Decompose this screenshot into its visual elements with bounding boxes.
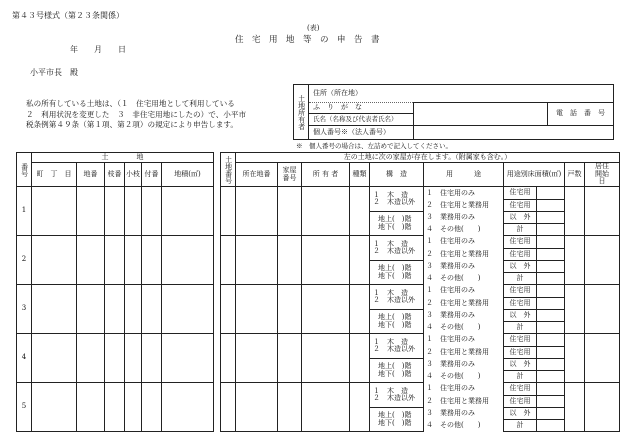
land-town-input[interactable]	[32, 334, 77, 383]
land-area-input[interactable]	[162, 285, 214, 334]
furigana-input[interactable]	[414, 103, 548, 113]
house-number-input[interactable]	[278, 334, 302, 383]
structure-options[interactable]	[370, 187, 424, 212]
land-header-subbranch: 小枝	[125, 163, 142, 187]
house-owner-input[interactable]	[302, 383, 350, 432]
house-owner-input[interactable]	[302, 334, 350, 383]
land-area-input[interactable]	[162, 334, 214, 383]
area-input[interactable]	[537, 396, 565, 408]
start-date-input[interactable]	[585, 285, 620, 334]
floors-above[interactable]: 地上( )階	[378, 362, 412, 371]
land-lot-input[interactable]	[77, 334, 105, 383]
area-label: 計	[504, 273, 537, 285]
house-header-floor-area: 用途別床面積(㎡)	[504, 163, 565, 187]
land-subbranch-input[interactable]	[125, 334, 142, 383]
floors-below[interactable]: 地下( )階	[378, 222, 412, 231]
land-row-number: 1	[17, 187, 32, 236]
structure-options[interactable]	[370, 285, 424, 310]
structure-option-wood[interactable]: １ 木 造	[373, 386, 408, 395]
area-label: 計	[504, 224, 537, 236]
land-town-input[interactable]	[32, 285, 77, 334]
area-input[interactable]	[537, 224, 565, 236]
house-group-header: 左の土地に次の家屋が存在します。（附属家も含む。）	[236, 153, 620, 163]
land-fuban-input[interactable]	[142, 187, 162, 236]
house-land-no-input[interactable]	[221, 236, 236, 285]
area-label: 住宅用	[504, 200, 537, 212]
name-label: 氏名（名称及び代表者氏名）	[313, 114, 398, 123]
land-town-input[interactable]	[32, 383, 77, 432]
area-label: 計	[504, 371, 537, 383]
house-subrow	[221, 285, 620, 298]
land-area-input[interactable]	[162, 187, 214, 236]
land-fuban-input[interactable]	[142, 334, 162, 383]
use-option[interactable]: ４ その他( )	[424, 273, 504, 285]
land-row-number: 2	[17, 236, 32, 285]
house-land-no-input[interactable]	[221, 383, 236, 432]
house-subrow	[221, 334, 620, 347]
house-land-no-header: 土地番号	[221, 153, 236, 187]
floors-field[interactable]	[370, 212, 424, 236]
area-label: 以 外	[504, 408, 537, 420]
land-row	[17, 285, 214, 334]
units-input[interactable]	[565, 334, 585, 383]
use-option[interactable]: ４ その他( )	[424, 224, 504, 236]
furigana-label: ふ り が な	[313, 103, 362, 112]
structure-option-nonwood[interactable]: ２ 木造以外	[373, 198, 415, 206]
house-land-no-input[interactable]	[221, 285, 236, 334]
house-type-input[interactable]	[350, 236, 370, 285]
furigana-field[interactable]	[309, 103, 414, 113]
house-type-input[interactable]	[350, 383, 370, 432]
house-land-no-input[interactable]	[221, 334, 236, 383]
land-area-input[interactable]	[162, 383, 214, 432]
area-input[interactable]	[537, 261, 565, 273]
land-row-number: 5	[17, 383, 32, 432]
area-label: 住宅用	[504, 187, 537, 200]
area-input[interactable]	[537, 347, 565, 359]
document-title: 住 宅 用 地 等 の 申 告 書	[235, 35, 380, 45]
area-label: 以 外	[504, 212, 537, 224]
structure-option-nonwood[interactable]: ２ 木造以外	[373, 247, 415, 255]
area-input[interactable]	[537, 359, 565, 371]
area-label: 以 外	[504, 310, 537, 322]
land-header-town: 町 丁 目	[32, 163, 77, 187]
land-fuban-input[interactable]	[142, 236, 162, 285]
land-row	[17, 383, 214, 432]
house-location-input[interactable]	[236, 187, 278, 236]
land-fuban-input[interactable]	[142, 285, 162, 334]
floors-below[interactable]: 地下( )階	[378, 320, 412, 329]
floors-above[interactable]: 地上( )階	[378, 264, 412, 273]
floors-below[interactable]: 地下( )階	[378, 271, 412, 280]
use-option[interactable]: ３ 業務用のみ	[424, 408, 504, 420]
floors-below[interactable]: 地下( )階	[378, 418, 412, 427]
floors-above[interactable]: 地上( )階	[378, 215, 412, 224]
use-option[interactable]: ４ その他( )	[424, 420, 504, 432]
structure-options[interactable]	[370, 236, 424, 261]
use-option[interactable]: ４ その他( )	[424, 322, 504, 334]
area-input[interactable]	[537, 285, 565, 298]
land-subbranch-input[interactable]	[125, 187, 142, 236]
land-subbranch-input[interactable]	[125, 285, 142, 334]
house-header-structure: 構 造	[370, 163, 424, 187]
use-option[interactable]: １ 住宅用のみ	[424, 285, 504, 298]
area-input[interactable]	[537, 273, 565, 285]
floors-field[interactable]	[370, 408, 424, 432]
floors-field[interactable]	[370, 359, 424, 383]
name-input[interactable]	[414, 113, 548, 125]
declaration-text	[26, 99, 288, 131]
land-header-fuban: 付番	[142, 163, 162, 187]
structure-option-nonwood[interactable]: ２ 木造以外	[373, 345, 415, 353]
floors-field[interactable]	[370, 261, 424, 285]
start-date-input[interactable]	[585, 334, 620, 383]
land-row-number: 3	[17, 285, 32, 334]
floors-field[interactable]	[370, 310, 424, 334]
house-number-input[interactable]	[278, 236, 302, 285]
use-option[interactable]: ３ 業務用のみ	[424, 212, 504, 224]
structure-option-nonwood[interactable]: ２ 木造以外	[373, 296, 415, 304]
house-header-units: 戸数	[565, 163, 585, 187]
use-option[interactable]: １ 住宅用のみ	[424, 334, 504, 347]
use-option[interactable]: １ 住宅用のみ	[424, 236, 504, 249]
land-group-header: 土 地	[32, 153, 214, 163]
house-header-location: 所在地番	[236, 163, 278, 187]
use-option[interactable]: ２ 住宅用と業務用	[424, 347, 504, 359]
area-label: 住宅用	[504, 334, 537, 347]
area-label: 住宅用	[504, 236, 537, 249]
land-branch-input[interactable]	[105, 236, 125, 285]
house-subrow	[221, 383, 620, 396]
area-input[interactable]	[537, 187, 565, 200]
use-option[interactable]: ３ 業務用のみ	[424, 261, 504, 273]
house-location-input[interactable]	[236, 236, 278, 285]
mynumber-field[interactable]	[309, 125, 414, 139]
start-date-input[interactable]	[585, 236, 620, 285]
area-input[interactable]	[537, 334, 565, 347]
land-lot-input[interactable]	[77, 383, 105, 432]
area-input[interactable]	[537, 310, 565, 322]
structure-option-nonwood[interactable]: ２ 木造以外	[373, 394, 415, 402]
house-owner-input[interactable]	[302, 285, 350, 334]
floors-above[interactable]: 地上( )階	[378, 411, 412, 420]
mynumber-note: ※ 個人番号の場合は、左詰めで記入してください。	[296, 142, 452, 150]
land-branch-input[interactable]	[105, 383, 125, 432]
use-option[interactable]: ２ 住宅用と業務用	[424, 298, 504, 310]
house-subrow	[221, 236, 620, 249]
structure-option-wood[interactable]: １ 木 造	[373, 337, 408, 346]
land-fuban-input[interactable]	[142, 383, 162, 432]
structure-option-wood[interactable]: １ 木 造	[373, 239, 408, 248]
house-type-input[interactable]	[350, 334, 370, 383]
start-date-input[interactable]	[585, 187, 620, 236]
phone-field[interactable]	[548, 103, 614, 125]
house-type-input[interactable]	[350, 285, 370, 334]
area-input[interactable]	[537, 212, 565, 224]
land-lot-input[interactable]	[77, 285, 105, 334]
area-label: 住宅用	[504, 347, 537, 359]
area-label: 住宅用	[504, 249, 537, 261]
land-town-input[interactable]	[32, 187, 77, 236]
area-label: 住宅用	[504, 298, 537, 310]
floors-below[interactable]: 地下( )階	[378, 369, 412, 378]
declaration-line: 税条例第４９条（第１項、第２項）の規定により申告します。	[26, 120, 239, 129]
land-header-lot: 地番	[77, 163, 105, 187]
use-option[interactable]: １ 住宅用のみ	[424, 383, 504, 396]
house-number-input[interactable]	[278, 187, 302, 236]
house-number-input[interactable]	[278, 383, 302, 432]
house-header-house-no: 家屋番号	[278, 163, 302, 187]
units-input[interactable]	[565, 285, 585, 334]
start-date-input[interactable]	[585, 383, 620, 432]
land-table	[16, 152, 214, 432]
house-land-no-input[interactable]	[221, 187, 236, 236]
units-input[interactable]	[565, 236, 585, 285]
area-input[interactable]	[537, 249, 565, 261]
owner-side-label: 土地所有者	[294, 85, 309, 140]
structure-options[interactable]	[370, 383, 424, 408]
area-label: 計	[504, 322, 537, 334]
land-lot-input[interactable]	[77, 236, 105, 285]
mynumber-input[interactable]	[414, 125, 614, 139]
area-label: 以 外	[504, 261, 537, 273]
land-row-number: 4	[17, 334, 32, 383]
house-header-owner: 所 有 者	[302, 163, 350, 187]
area-label: 以 外	[504, 359, 537, 371]
house-owner-input[interactable]	[302, 187, 350, 236]
house-location-input[interactable]	[236, 285, 278, 334]
land-row	[17, 236, 214, 285]
land-row	[17, 187, 214, 236]
area-input[interactable]	[537, 298, 565, 310]
house-location-input[interactable]	[236, 334, 278, 383]
house-header-start: 居住開始日	[585, 163, 620, 187]
land-header-area: 地積(㎡)	[162, 163, 214, 187]
area-input[interactable]	[537, 322, 565, 334]
land-header-branch: 枝番	[105, 163, 125, 187]
land-branch-input[interactable]	[105, 187, 125, 236]
date-field[interactable]: 年 月 日	[70, 45, 126, 54]
area-input[interactable]	[537, 236, 565, 249]
area-label: 住宅用	[504, 383, 537, 396]
area-label: 住宅用	[504, 396, 537, 408]
declaration-line: 私の所有している土地は、（１ 住宅用地として利用している	[26, 99, 235, 108]
use-option[interactable]: ２ 住宅用と業務用	[424, 200, 504, 212]
name-field[interactable]	[309, 113, 414, 125]
owner-box	[293, 84, 614, 140]
land-row	[17, 334, 214, 383]
use-option[interactable]: ４ その他( )	[424, 371, 504, 383]
form-number: 第４３号様式（第２３条関係）	[12, 11, 124, 20]
address-label: 住所（所在地）	[313, 88, 362, 97]
land-lot-input[interactable]	[77, 187, 105, 236]
land-subbranch-input[interactable]	[125, 236, 142, 285]
units-input[interactable]	[565, 187, 585, 236]
addressee: 小平市長 殿	[30, 68, 78, 77]
land-branch-input[interactable]	[105, 334, 125, 383]
land-town-input[interactable]	[32, 236, 77, 285]
house-type-input[interactable]	[350, 187, 370, 236]
use-option[interactable]: ２ 住宅用と業務用	[424, 396, 504, 408]
house-number-input[interactable]	[278, 285, 302, 334]
house-table	[220, 152, 620, 432]
use-option[interactable]: １ 住宅用のみ	[424, 187, 504, 200]
house-subrow	[221, 187, 620, 200]
area-input[interactable]	[537, 420, 565, 432]
structure-option-wood[interactable]: １ 木 造	[373, 190, 408, 199]
area-input[interactable]	[537, 371, 565, 383]
floors-above[interactable]: 地上( )階	[378, 313, 412, 322]
mynumber-label: 個人番号※（法人番号）	[313, 127, 390, 136]
land-subbranch-input[interactable]	[125, 383, 142, 432]
area-input[interactable]	[537, 408, 565, 420]
use-option[interactable]: ３ 業務用のみ	[424, 359, 504, 371]
area-input[interactable]	[537, 200, 565, 212]
units-input[interactable]	[565, 383, 585, 432]
use-option[interactable]: ３ 業務用のみ	[424, 310, 504, 322]
declaration-line: ２ 利用状況を変更した ３ 非住宅用地にしたの）で、小平市	[26, 109, 247, 119]
house-owner-input[interactable]	[302, 236, 350, 285]
house-header-use: 用 途	[424, 163, 504, 187]
land-area-input[interactable]	[162, 236, 214, 285]
omote-label: (表)	[307, 24, 320, 32]
land-branch-input[interactable]	[105, 285, 125, 334]
structure-options[interactable]	[370, 334, 424, 359]
house-header-type: 種類	[350, 163, 370, 187]
address-field[interactable]	[309, 85, 614, 103]
phone-label: 電 話 番 号	[556, 109, 605, 118]
use-option[interactable]: ２ 住宅用と業務用	[424, 249, 504, 261]
land-no-header: 番号	[17, 153, 32, 187]
area-label: 計	[504, 420, 537, 432]
house-location-input[interactable]	[236, 383, 278, 432]
area-input[interactable]	[537, 383, 565, 396]
area-label: 住宅用	[504, 285, 537, 298]
structure-option-wood[interactable]: １ 木 造	[373, 288, 408, 297]
